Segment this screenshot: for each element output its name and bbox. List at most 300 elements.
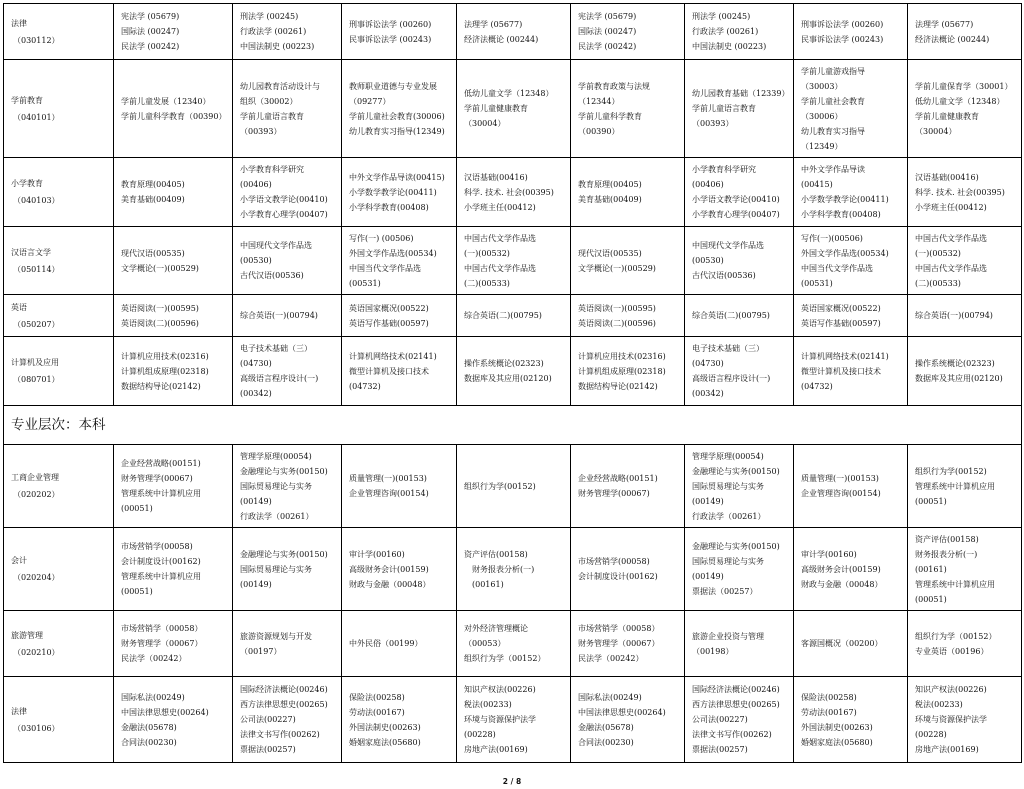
page-number: 2 / 8 [502, 777, 522, 786]
course-line: 劳动法(00167) [349, 707, 405, 717]
course-line: (一)(00532) [464, 248, 510, 258]
course-line: 企业管理咨询(00154) [349, 489, 429, 498]
course-line: 汉语基础(00416) [915, 172, 979, 182]
course-line: 法律文书写作(00262) [692, 730, 772, 739]
course-cell [342, 60, 457, 158]
course-line: 资产评估(00158) [464, 549, 528, 559]
course-line: (04730) [240, 359, 272, 368]
table-row [4, 337, 1022, 406]
course-line: 英语国家概况(00522) [801, 303, 881, 313]
course-line: 企业经营战略(00151) [578, 474, 658, 483]
course-line: 宪法学 (05679) [121, 12, 180, 21]
course-line: 税法(00233) [915, 700, 963, 709]
course-line: 合同法(00230) [578, 737, 634, 747]
course-line: 英语写作基础(00597) [801, 318, 881, 328]
course-cell [342, 611, 457, 677]
course-line: 金融理论与实务(00150) [240, 466, 328, 476]
course-line: 资产评估(00158) [915, 534, 979, 544]
course-cell [457, 4, 571, 60]
course-line: 中国古代文学作品选 [464, 233, 536, 243]
course-line: (00051) [915, 594, 947, 604]
course-line: 合同法(00230) [121, 737, 177, 747]
course-cell [342, 4, 457, 60]
course-cell [685, 445, 794, 528]
table-row [4, 295, 1022, 337]
course-cell [571, 4, 685, 60]
major-name: 法律 [11, 706, 27, 716]
course-line: （12344） [578, 96, 620, 106]
course-line: 中国法制史 (00223) [692, 42, 767, 51]
major-cell [4, 528, 114, 611]
course-cell [457, 611, 571, 677]
major-cell [4, 677, 114, 763]
course-cell [114, 677, 233, 763]
course-cell [571, 677, 685, 763]
major-cell [4, 4, 114, 60]
section-header-row-group [4, 406, 1022, 445]
course-line: 小学教育科学研究 [692, 165, 756, 174]
course-line: 刑事诉讼法学 (00260) [349, 19, 432, 29]
course-line: 学前儿童游戏指导 [801, 66, 865, 76]
course-line: 财务管理学（00067） [578, 639, 660, 648]
course-cell [457, 528, 571, 611]
course-line: 中国现代文学作品选 [692, 241, 764, 250]
course-line: 组织行为学(00152) [464, 481, 536, 491]
course-cell [908, 158, 1022, 227]
course-cell [342, 227, 457, 295]
course-line: 国际贸易理论与实务 [692, 557, 764, 566]
course-line: 金融理论与实务(00150) [692, 542, 780, 551]
course-cell [114, 295, 233, 337]
course-cell [794, 4, 908, 60]
major-name: 会计 [11, 556, 27, 565]
table-row [4, 4, 1022, 60]
course-line: 税法(00233) [464, 700, 512, 709]
course-line: 微型计算机及接口技术 [349, 366, 429, 376]
course-cell [114, 227, 233, 295]
course-cell [908, 337, 1022, 406]
course-line: 数据库及其应用(02120) [464, 374, 552, 383]
course-line: 保险法(00258) [801, 692, 857, 702]
course-line: 中外民俗（00199） [349, 639, 423, 648]
course-cell [342, 158, 457, 227]
course-line: 中国法律思想史(00264) [578, 707, 666, 717]
course-line: 文学概论(一)(00529) [578, 263, 656, 273]
course-line: 劳动法(00167) [801, 707, 857, 717]
course-line: 财政与金融（00048） [801, 579, 883, 589]
course-line: 幼儿教育实习指导 [801, 126, 865, 136]
course-line: 民事诉讼法学 (00243) [349, 34, 432, 44]
course-cell [114, 337, 233, 406]
course-line: 现代汉语(00535) [578, 248, 642, 258]
course-line: 票据法（00257） [692, 587, 758, 596]
course-cell [685, 677, 794, 763]
major-code: （080701） [13, 375, 60, 384]
course-line: 旅游资源规划与开发 [240, 631, 312, 641]
course-line: 计算机组成原理(02318) [121, 366, 209, 376]
course-cell [908, 445, 1022, 528]
course-cell [233, 445, 342, 528]
major-name: 计算机及应用 [11, 358, 59, 367]
course-line: 英语阅读(一)(00595) [578, 303, 656, 313]
course-line: 民法学 (00242) [578, 42, 637, 51]
course-line: 客源国概况（00200） [801, 639, 883, 648]
course-line: 国际私法(00249) [121, 692, 185, 702]
course-line: 小学教育心理学(00407) [240, 210, 328, 219]
course-line: 小学教育科学研究 [240, 165, 304, 174]
course-line: 英语写作基础(00597) [349, 318, 429, 328]
course-line: 知识产权法(00226) [464, 685, 536, 694]
course-line: 旅游企业投资与管理 [692, 631, 764, 641]
major-code: （050114） [13, 264, 60, 274]
course-line: 市场营销学（00058） [121, 624, 203, 633]
course-line: (00161) [915, 564, 947, 574]
course-line: 小学班主任(00412) [915, 202, 987, 212]
course-line: 质量管理(一)(00153) [801, 474, 879, 483]
course-cell [342, 528, 457, 611]
course-line: (00051) [915, 496, 947, 506]
course-line: 科学. 技术. 社会(00395) [464, 187, 554, 197]
course-cell [794, 158, 908, 227]
major-cell [4, 611, 114, 677]
major-name: 旅游管理 [11, 630, 43, 640]
course-line: 金融法(05678) [578, 722, 634, 732]
course-line: 英语国家概况(00522) [349, 303, 429, 313]
course-line: 小学科学教育(00408) [349, 202, 429, 212]
course-cell [342, 445, 457, 528]
table-row [4, 445, 1022, 528]
course-line: 法理学 (05677) [464, 19, 523, 29]
course-line: 学前儿童语言教育 [240, 111, 304, 121]
course-line: 计算机网络技术(02141) [349, 351, 437, 361]
course-line: (00149) [240, 496, 272, 506]
course-line: (二)(00533) [915, 278, 961, 288]
course-line: 国际私法(00249) [578, 692, 642, 702]
course-line: 财务管理学(00067) [578, 489, 650, 498]
course-line: 经济法概论 (00244) [915, 34, 990, 44]
course-line: 小学语文教学论(00410) [692, 195, 780, 204]
exam-schedule-table [3, 3, 1022, 763]
course-line: 法理学 (05677) [915, 19, 974, 29]
course-line: 管理系统中计算机应用 [915, 481, 995, 491]
course-cell [685, 528, 794, 611]
course-line: 国际经济法概论(00246) [692, 685, 780, 694]
course-line: 市场营销学（00058） [578, 624, 660, 633]
course-line: (二)(00533) [464, 278, 510, 288]
major-cell [4, 60, 114, 158]
course-line: （00198） [692, 646, 734, 656]
course-line: 金融理论与实务(00150) [692, 466, 780, 476]
course-line: 专业英语（00196） [915, 646, 989, 656]
course-line: (00051) [121, 587, 153, 596]
course-cell [685, 158, 794, 227]
course-line: 知识产权法(00226) [915, 685, 987, 694]
course-cell [114, 611, 233, 677]
course-line: (00531) [801, 278, 833, 288]
course-line: 学前儿童发展（12340） [121, 96, 211, 106]
course-line: 行政法学（00261） [240, 511, 314, 521]
course-line: （30004） [464, 119, 506, 128]
course-line: 计算机应用技术(02316) [121, 351, 209, 361]
course-line: (00342) [240, 389, 272, 398]
major-name: 英语 [11, 302, 27, 312]
course-line: 房地产法(00169) [915, 745, 979, 754]
course-line: 外国法制史(00263) [801, 722, 873, 732]
course-line: 财务报表分析(一) [915, 549, 978, 559]
course-line: 数据结构导论(02142) [121, 381, 201, 391]
course-line: 写作(一)(00506) [801, 233, 863, 243]
table-row [4, 227, 1022, 295]
course-line: 英语阅读(二)(00596) [121, 318, 199, 328]
course-cell [908, 4, 1022, 60]
course-cell [794, 445, 908, 528]
course-line: 中国当代文学作品选 [801, 263, 873, 273]
course-line: (一)(00532) [915, 248, 961, 258]
course-line: 中国古代文学作品选 [915, 263, 987, 273]
table-body-top [4, 4, 1022, 406]
course-line: 高级语言程序设计(一) [692, 374, 771, 383]
course-line: (00228) [464, 730, 496, 739]
course-cell [571, 528, 685, 611]
table-row [4, 677, 1022, 763]
course-line: 写作(一) (00506) [349, 233, 414, 243]
course-cell [794, 295, 908, 337]
course-line: 民事诉讼法学 (00243) [801, 34, 884, 44]
course-line: 科学. 技术. 社会(00395) [915, 187, 1005, 197]
course-line: 中国法律思想史(00264) [121, 707, 209, 717]
course-line: 国际贸易理论与实务 [692, 481, 764, 491]
course-line: 行政法学 (00261) [692, 27, 759, 36]
course-line: 教育原理(00405) [121, 180, 185, 189]
course-cell [457, 158, 571, 227]
course-line: 中国现代文学作品选 [240, 241, 312, 250]
course-line: 高级财务会计(00159) [349, 564, 429, 574]
course-line: 财务报表分析(一) [472, 564, 535, 574]
course-cell [457, 677, 571, 763]
course-line: 计算机组成原理(02318) [578, 366, 666, 376]
course-line: 民法学 (00242) [121, 42, 180, 51]
course-line: 管理系统中计算机应用 [121, 572, 201, 581]
course-line: 金融理论与实务(00150) [240, 549, 328, 559]
major-code: （030112） [13, 35, 60, 45]
major-code: （020204） [13, 573, 60, 582]
course-line: 外国文学作品选(00534) [801, 248, 889, 258]
course-line: 学前儿童社会教育 [801, 96, 865, 106]
section-title: 专业层次：本科 [4, 406, 1022, 445]
course-line: (00342) [692, 389, 724, 398]
course-line: 会计制度设计(00162) [121, 557, 201, 566]
course-line: 文学概论(一)(00529) [121, 263, 199, 273]
section-header-row [4, 406, 1022, 445]
course-line: 组织（30002） [240, 96, 298, 106]
major-code: （020202） [13, 490, 60, 499]
course-line: 综合英语(二)(00795) [692, 311, 770, 320]
major-code: （040103） [13, 196, 60, 205]
course-line: 民法学（00242） [578, 654, 644, 663]
major-code: （050207） [13, 319, 60, 329]
course-line: 综合英语(一)(00794) [240, 311, 318, 320]
course-line: 教育原理(00405) [578, 180, 642, 189]
course-line: 会计制度设计(00162) [578, 572, 658, 581]
course-line: 教师职业道德与专业发展 [349, 81, 437, 91]
major-name: 汉语言文学 [11, 247, 51, 257]
course-line: 婚姻家庭法(05680) [349, 737, 421, 747]
course-line: 房地产法(00169) [464, 745, 528, 754]
course-cell [794, 611, 908, 677]
course-line: 质量管理(一)(00153) [349, 474, 427, 483]
course-cell [794, 227, 908, 295]
course-cell [233, 60, 342, 158]
course-cell [457, 295, 571, 337]
course-cell [233, 611, 342, 677]
course-line: 小学语文教学论(00410) [240, 195, 328, 204]
course-cell [342, 677, 457, 763]
course-line: 小学数学教学论(00411) [801, 195, 889, 204]
course-line: 高级财务会计(00159) [801, 564, 881, 574]
course-line: 低幼儿童文学（12348） [915, 96, 1005, 106]
course-line: 对外经济管理概论 [464, 624, 528, 633]
course-cell [685, 337, 794, 406]
course-cell [571, 445, 685, 528]
course-cell [571, 295, 685, 337]
course-line: 票据法(00257) [240, 745, 296, 754]
course-line: 环境与资源保护法学 [915, 715, 987, 724]
course-line: 汉语基础(00416) [464, 172, 528, 182]
course-line: 国际法 (00247) [121, 27, 180, 36]
course-cell [571, 611, 685, 677]
course-line: 小学班主任(00412) [464, 202, 536, 212]
course-line: 国际贸易理论与实务 [240, 481, 312, 491]
course-line: 刑法学 (00245) [692, 12, 751, 21]
course-line: (00406) [692, 180, 724, 189]
course-line: 管理系统中计算机应用 [915, 579, 995, 589]
course-cell [794, 337, 908, 406]
course-line: 英语阅读(一)(00595) [121, 303, 199, 313]
course-cell [685, 60, 794, 158]
course-line: (00228) [915, 730, 947, 739]
course-line: 组织行为学（00152） [464, 654, 546, 663]
course-line: 行政法学 (00261) [240, 27, 307, 36]
course-cell [342, 337, 457, 406]
course-cell [685, 611, 794, 677]
course-cell [908, 227, 1022, 295]
course-line: (00161) [472, 579, 504, 589]
course-line: 管理系统中计算机应用 [121, 489, 201, 498]
course-line: 财务管理学(00067) [121, 474, 193, 483]
course-line: 中国古代文学作品选 [464, 263, 536, 273]
course-line: 审计学(00160) [801, 549, 857, 559]
course-line: 美育基础(00409) [121, 195, 185, 204]
course-line: 小学教育心理学(00407) [692, 210, 780, 219]
course-cell [233, 158, 342, 227]
course-line: （12349） [801, 141, 843, 151]
course-line: 宪法学 (05679) [578, 12, 637, 21]
course-cell [233, 4, 342, 60]
course-line: (00149) [692, 572, 724, 581]
course-line: 票据法(00257) [692, 745, 748, 754]
course-line: 数据结构导论(02142) [578, 381, 658, 391]
course-line: 高级语言程序设计(一) [240, 374, 319, 383]
course-line: 操作系统概论(02323) [464, 359, 544, 368]
course-line: (00531) [349, 278, 381, 288]
course-line: 中国古代文学作品选 [915, 233, 987, 243]
course-line: (00149) [692, 496, 724, 506]
major-code: （030106） [13, 723, 60, 733]
course-line: (04730) [692, 359, 724, 368]
course-line: 学前儿童保育学（30001） [915, 81, 1013, 91]
course-cell [233, 337, 342, 406]
course-line: 企业经营战略(00151) [121, 459, 201, 468]
major-cell [4, 295, 114, 337]
course-cell [457, 227, 571, 295]
course-line: 幼儿园教育基础（12339） [692, 89, 790, 98]
major-cell [4, 337, 114, 406]
course-line: (04732) [801, 381, 833, 391]
course-cell [233, 677, 342, 763]
course-line: 审计学(00160) [349, 549, 405, 559]
course-line: 古代汉语(00536) [240, 271, 304, 280]
course-line: 操作系统概论(02323) [915, 359, 995, 368]
course-line: 综合英语(一)(00794) [915, 311, 993, 320]
course-line: 小学数学教学论(00411) [349, 187, 437, 197]
course-line: 古代汉语(00536) [692, 271, 756, 280]
major-cell [4, 227, 114, 295]
table-row [4, 60, 1022, 158]
course-line: 财政与金融（00048） [349, 579, 431, 589]
course-line: 组织行为学(00152) [915, 466, 987, 476]
course-line: 中外文学作品导读 [801, 165, 865, 174]
course-line: 外国法制史(00263) [349, 722, 421, 732]
course-line: （00393） [240, 126, 282, 136]
course-line: 学前教育政策与法规 [578, 81, 650, 91]
course-cell [114, 528, 233, 611]
course-line: 公司法(00227) [240, 715, 296, 724]
major-name: 工商企业管理 [11, 473, 59, 482]
course-line: (00051) [121, 504, 153, 513]
course-line: 学前儿童社会教育(30006) [349, 111, 445, 121]
course-cell [114, 158, 233, 227]
course-cell [114, 60, 233, 158]
course-cell [685, 4, 794, 60]
course-line: 管理学原理(00054) [692, 451, 764, 461]
course-line: 国际法 (00247) [578, 27, 637, 36]
course-line: 保险法(00258) [349, 692, 405, 702]
course-line: 民法学（00242） [121, 654, 187, 663]
course-cell [908, 611, 1022, 677]
course-line: (00415) [801, 180, 833, 189]
course-line: （00053） [464, 639, 506, 648]
course-line: 低幼儿童文学（12348） [464, 89, 554, 98]
course-line: 中外文学作品导读(00415) [349, 172, 445, 182]
course-line: (04732) [349, 381, 381, 391]
major-code: （040101） [13, 112, 60, 122]
course-cell [908, 295, 1022, 337]
course-line: （30003） [801, 81, 843, 91]
major-name: 小学教育 [11, 179, 43, 188]
major-cell [4, 445, 114, 528]
table-row [4, 528, 1022, 611]
course-cell [114, 445, 233, 528]
course-cell [233, 528, 342, 611]
course-line: 数据库及其应用(02120) [915, 374, 1003, 383]
course-line: 西方法律思想史(00265) [240, 700, 328, 709]
course-line: 小学科学教育(00408) [801, 210, 881, 219]
course-line: 电子技术基础（三） [240, 344, 312, 353]
course-cell [685, 227, 794, 295]
course-line: 外国文学作品选(00534) [349, 248, 437, 258]
table-body-bottom [4, 445, 1022, 763]
course-cell [685, 295, 794, 337]
